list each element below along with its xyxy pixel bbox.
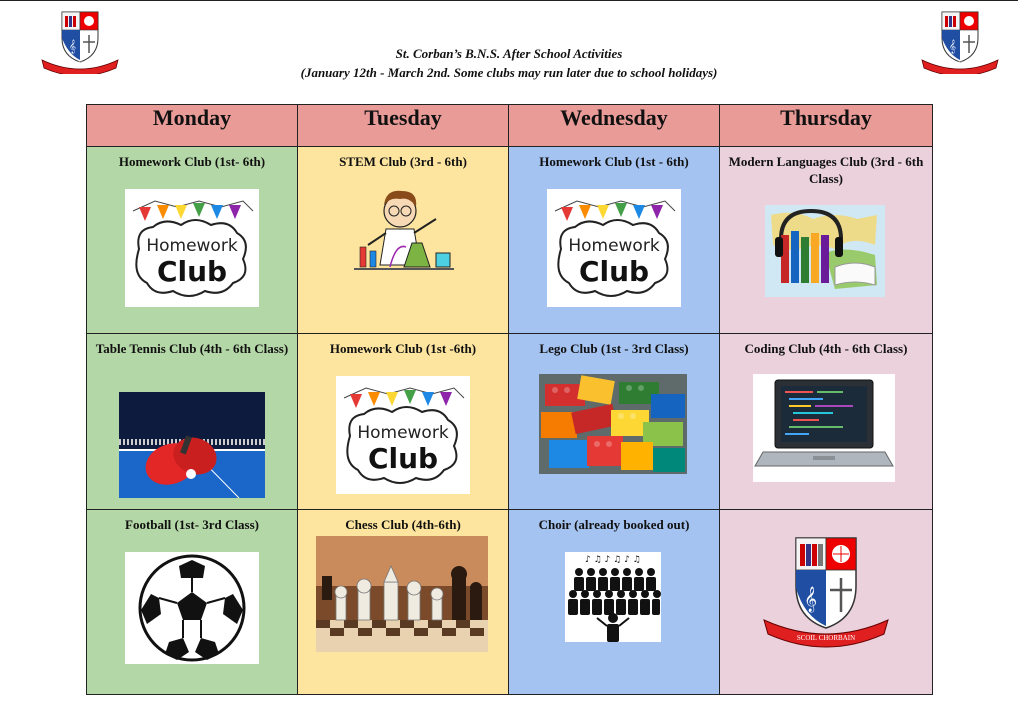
page-title: St. Corban’s B.N.S. After School Activities <box>395 46 623 61</box>
choir-icon <box>565 552 661 642</box>
homework-club-logo <box>547 189 681 307</box>
activity-cell <box>509 510 720 695</box>
page-subtitle: (January 12th - March 2nd. Some clubs may run later due to school holidays) <box>300 65 718 80</box>
activity-row <box>87 147 933 334</box>
activity-cell <box>87 510 298 695</box>
svg-text:Club: Club <box>578 255 650 288</box>
activity-cell <box>509 334 720 510</box>
activity-row <box>87 510 933 695</box>
svg-text:Club: Club <box>156 255 228 288</box>
svg-text:Homework: Homework <box>568 236 660 256</box>
svg-text:Homework: Homework <box>146 236 238 256</box>
club-name: Homework Club (1st -6th) <box>329 341 477 356</box>
top-border <box>0 0 1018 1</box>
activity-cell <box>87 334 298 510</box>
activities-timetable <box>86 104 933 695</box>
svg-text:𝄞: 𝄞 <box>949 39 957 53</box>
svg-text:♪ ♫ ♪ ♫ ♪ ♫: ♪ ♫ ♪ ♫ ♪ ♫ <box>585 555 641 565</box>
club-name: Lego Club (1st - 3rd Class) <box>539 341 689 356</box>
club-name <box>720 510 932 516</box>
club-name: Football (1st- 3rd Class) <box>125 517 259 532</box>
books-headphones-image <box>765 205 885 297</box>
activity-cell <box>298 334 509 510</box>
scientist-icon <box>350 181 458 291</box>
homework-club-logo <box>336 376 470 494</box>
club-name: Coding Club (4th - 6th Class) <box>744 341 908 356</box>
activity-cell <box>298 147 509 334</box>
day-header-thursday: Thursday <box>720 105 933 147</box>
svg-text:Club: Club <box>367 442 439 475</box>
homework-club-logo <box>125 189 259 307</box>
activity-row <box>87 334 933 510</box>
svg-text:Homework: Homework <box>357 423 449 443</box>
club-name: Choir (already booked out) <box>538 517 690 532</box>
day-header-wednesday: Wednesday <box>509 105 720 147</box>
activity-cell <box>509 147 720 334</box>
activity-cell <box>720 510 933 695</box>
activity-cell <box>298 510 509 695</box>
svg-text:𝄞: 𝄞 <box>804 587 818 612</box>
lego-bricks-image <box>539 374 687 474</box>
football-icon <box>125 552 259 664</box>
day-header-tuesday: Tuesday <box>298 105 509 147</box>
crest-motto-right: SCOIL CHORBAIN <box>940 62 982 67</box>
laptop-code-icon <box>753 374 895 482</box>
activity-cell <box>87 147 298 334</box>
table-tennis-image <box>119 392 265 498</box>
club-name: Chess Club (4th-6th) <box>345 517 461 532</box>
club-name: Table Tennis Club (4th - 6th Class) <box>95 341 289 356</box>
crest-motto-left: SCOIL CHORBAIN <box>60 62 102 67</box>
activity-cell <box>720 147 933 334</box>
chess-image <box>316 536 488 652</box>
activity-cell <box>720 334 933 510</box>
club-name: Homework Club (1st- 6th) <box>118 154 266 169</box>
club-name: Homework Club (1st - 6th) <box>539 154 689 169</box>
day-header-monday: Monday <box>87 105 298 147</box>
club-name: Modern Languages Club (3rd - 6th Class) <box>728 154 924 186</box>
school-crest-icon <box>760 534 892 650</box>
page-header <box>0 44 1018 82</box>
club-name: STEM Club (3rd - 6th) <box>339 154 467 169</box>
svg-text:SCOIL CHORBAIN: SCOIL CHORBAIN <box>796 634 856 642</box>
day-header-row <box>87 105 933 147</box>
svg-text:𝄞: 𝄞 <box>69 39 77 53</box>
